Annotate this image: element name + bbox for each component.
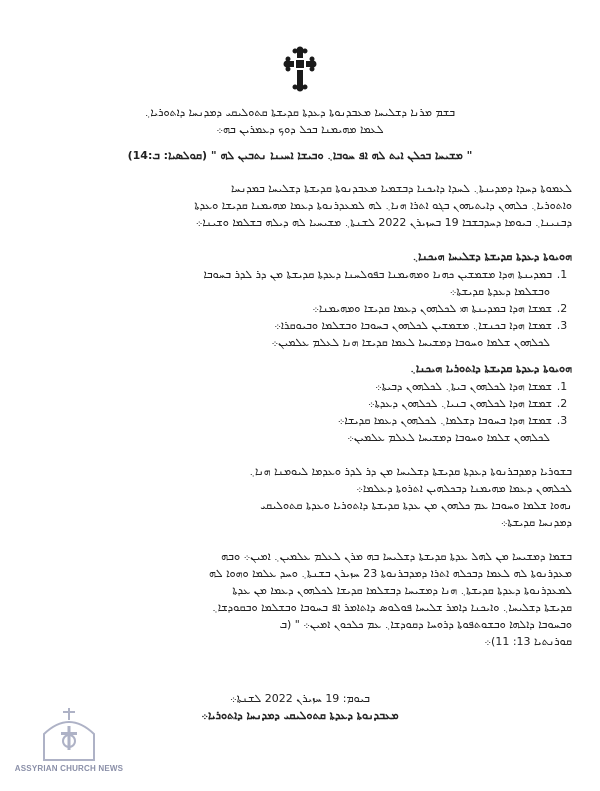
paragraph-1 <box>28 180 572 231</box>
list-item <box>28 378 572 395</box>
list-number: 2. <box>556 397 568 410</box>
list-item <box>28 266 572 283</box>
list-number: 3. <box>556 414 568 427</box>
paragraph-line: ܩܕܝܫܬܐ ܕܫܠܝܚܐ܆ ܘܐܝܟܢܐ ܕܐܡܪ ܫܠܝܚܐ ܦܘܠܘܣ ܕܐܬܐܡܪ ܐܦ ܒܚܘܒܐ ܘܒܫܠܡܐ ܘܒܩܘܕܫܐ܆ <box>212 601 572 614</box>
numbered-list-1 <box>28 266 572 351</box>
numbered-list-2 <box>28 378 572 446</box>
paragraph-line: ܒܫܡܐ ܕܡܫܝܚܐ ܡܢ ܠܗܠ ܥܕܬܐ ܩܕܝܫܬܐ ܕܫܠܝܚܐ ܒܗ ܡܪܢ ܠܥܠܡ ܥܠܡܝܢ܆ ܐܡܝܢ܀ ܘܒܗ <box>221 550 572 563</box>
list-item <box>28 395 572 412</box>
list-item-text: ܠܟܠܗܘܢ ܫܠܡܐ ܘܚܘܒܐ ܕܡܫܝܚܐ ܠܥܡܐ ܩܕܝܫܐ ܗܢܐ ܠܥܠܡ ܥܠܡܝܢ܀ <box>271 336 550 349</box>
date-line: ܒܝܘܡ: 19 ܚܙܝܪܢ 2022 ܠܫܢܬܐ܀ <box>230 692 370 705</box>
ornate-cross-icon <box>283 46 317 92</box>
list-closing-line <box>28 429 572 446</box>
intro-line: ܒܫܡ ܡܪܢܐ ܕܫܠܝܚܐ ܡܥܒܕܢܘܬܐ ܕܥܕܬܐ ܩܕܝܫܬܐ ܩܬܘܠܝܩܝ ܕܡܕܢܚܐ ܕܐܬܘܪܝܐ܆ <box>144 106 456 119</box>
list-item <box>28 300 572 317</box>
intro-line: ܠܥܡܐ ܡܗܝܡܢܐ ܒܟܠ ܕܘܟ ܕܥܡܪܝܢ ܒܗ܀ <box>216 123 384 136</box>
list-number: 3. <box>556 319 568 332</box>
list-number: 1. <box>556 380 568 393</box>
paragraph-line: ܢܗܘܐ ܫܠܡܐ ܘܚܘܒܐ ܥܡ ܟܠܗܘܢ ܡܢ ܥܕܬܐ ܩܕܝܫܬܐ ܕܐܬܘܪܝܐ ܘܥܕܬܐ ܩܬܘܠܝܩܝ <box>260 499 572 512</box>
list-number: 1. <box>556 268 568 281</box>
list-item-text: ܒܡܕܝܢܬܐ ܗܕܐ ܡܫܡܫܝܢ ܟܗܢܐ ܘܡܗܝܡܢܐ ܒܦܘܠܚܢܐ ܕܥܕܬܐ ܩܕܝܫܬܐ ܡܢ ܕܪ ܠܕܪ ܒܚܘܒܐ <box>203 268 552 281</box>
paragraph-line: ܕܒܢܝܢܐ܆ ܒܝܘܡܐ ܕܚܕܒܫܒܐ 19 ܒܚܙܝܪܢ 2022 ܠܫܢܬܐ܆ ܡܫܝܚܝܐ ܠܗ ܕܝܠܗ ܒܫܠܡܐ ܘܫܝܢܐ܀ <box>195 216 572 229</box>
list-item-text: ܫܡܫܐ ܗܕܐ ܒܟܢܫܐ܆ ܡܫܡܫܝܢ ܠܟܠܗܘܢ ܒܚܘܒܐ ܘܒܫܠܡܐ ܘܒܝܘܩܪܐ܀ <box>274 319 552 332</box>
paragraph-line: ܠܥܡܘܬܐ ܕܚܕܐ ܕܡܕܝܢܬܐ܆ ܠܚܕܐ ܕܐܝܟܢܐ ܕܒܫܡܝܐ ܡܥܒܕܢܘܬܐ ܩܕܝܫܬܐ ܕܫܠܝܚܐ ܒܡܕܢܚܐ <box>231 182 572 195</box>
heading-text: ܗܘܝܘܬܐ ܕܥܕܬܐ ܩܕܝܫܬܐ ܕܫܠܝܚܐ ܗܝܟܢܐ܆ <box>412 250 572 263</box>
watermark-text: ASSYRIAN CHURCH NEWS <box>14 764 124 773</box>
list-item-text: ܘܒܫܠܡܐ ܕܥܕܬܐ ܩܕܝܫܬܐ܀ <box>449 285 550 298</box>
list-item-text: ܫܡܫܐ ܗܕܐ ܒܡܕܝܢܬܐ ܗܝ ܠܟܠܗܘܢ ܕܥܡܐ ܩܕܝܫܐ ܘܡܗܝܡܢܐ܀ <box>312 302 552 315</box>
list-number: 2. <box>556 302 568 315</box>
paragraph-line: ܘܐܬܘܪܝܐ܆ ܟܠܗܘܢ ܕܐܝܬܝܗܘܢ ܒܓܘ ܐܬܪܐ ܗܢܐ܆ ܠܗ ܠܡܥܕܪܢܘܬܐ ܕܥܡܐ ܡܗܝܡܢܐ ܩܕܝܫܐ ܘܥܕܬܐ <box>194 199 572 212</box>
watermark-logo <box>14 704 124 784</box>
paragraph-line: ܩܘܪܢܬܝܐ 13: 11)܀ <box>484 635 572 648</box>
signatory-line: ܡܥܒܕܢܘܬܐ ܕܥܕܬܐ ܩܬܘܠܝܩܝ ܕܡܕܢܚܐ ܕܐܬܘܪܝܐ܀ <box>201 709 399 722</box>
paragraph-3 <box>28 548 572 650</box>
list-item-text: ܫܡܫܐ ܗܕܐ ܒܚܘܒܐ ܕܫܠܡܐ܆ ܠܟܠܗܘܢ ܕܥܡܐ ܩܕܝܫܐ܀ <box>337 414 552 427</box>
verse-text: " ܡܫܝܚܐ ܒܟܠܢ ܐܝܬ ܠܗ ܐܦ ܚܘܒܐ܆ ܘܒܝܫܐ ܐܚܝܢܐ ܢܬܒܝܢ ܠܗ " (ܩܘܠܣܝܐ: ܒ:14) <box>127 149 473 162</box>
intro-paragraph <box>30 104 570 138</box>
list-item-continuation <box>28 283 572 300</box>
list-item <box>28 412 572 429</box>
paragraph-line: ܠܟܠܗܘܢ ܕܥܡܐ ܡܗܝܡܢܐ ܕܒܟܠܗܝܢ ܐܬܪܘܬܐ ܕܥܠܡܐ܀ <box>356 482 572 495</box>
list-item-text: ܫܡܫܐ ܗܕܐ ܠܟܠܗܘܢ ܒܝܬܐ܆ ܠܟܠܗܘܢ ܕܒܝܬܐ܀ <box>375 380 552 393</box>
paragraph-2 <box>28 463 572 531</box>
list-closing-line <box>28 334 572 351</box>
paragraph-line: ܒܫܘܪܝܐ ܕܡܕܒܪܢܘܬܐ ܕܥܕܬܐ ܩܕܝܫܬܐ ܕܫܠܝܚܐ ܡܢ ܕܪ ܠܕܪ ܘܥܕܡܐ ܠܝܘܡܢܐ ܗܢܐ܆ <box>249 465 572 478</box>
section-heading-1 <box>28 248 572 265</box>
list-item-text: ܫܡܫܐ ܗܕܐ ܠܟܠܗܘܢ ܒܢܝܐ܆ ܠܟܠܗܘܢ ܕܥܕܬܐ܀ <box>368 397 552 410</box>
signature-block <box>120 690 480 724</box>
section-heading-2 <box>28 360 572 377</box>
paragraph-line: ܘܒܚܘܒܐ ܕܐܠܗܐ ܘܒܫܘܬܦܘܬܐ ܕܪܘܚܐ ܕܩܘܕܫܐ܆ ܥܡ ܟܠܟܘܢ ܐܡܝܢ܀ " (ܒ <box>279 618 572 631</box>
list-item-text: ܠܟܠܗܘܢ ܫܠܡܐ ܘܚܘܒܐ ܕܡܫܝܚܐ ܠܥܠܡ ܥܠܡܝܢ܀ <box>347 431 550 444</box>
church-dome-cross-icon <box>14 704 124 764</box>
heading-text: ܗܘܝܘܬܐ ܕܥܕܬܐ ܩܕܝܫܬܐ ܕܐܬܘܪܝܐ ܗܝܟܢܐ܆ <box>410 362 572 375</box>
scripture-verse <box>40 147 560 164</box>
paragraph-line: ܕܡܕܢܚܐ ܩܕܝܫܬܐ܀ <box>500 516 572 529</box>
list-item <box>28 317 572 334</box>
paragraph-line: ܠܡܥܕܪܢܘܬܐ ܕܥܕܬܐ ܩܕܝܫܬܐ܆ ܗܢܐ ܕܡܫܝܚܐ ܕܒܫܠܡܐ ܩܕܝܫܐ ܠܟܠܗܘܢ ܕܥܡܐ ܡܢ ܥܕܬܐ <box>232 584 572 597</box>
paragraph-line: ܡܥܕܪܢܘܬܐ ܠܗ ܠܥܡܐ ܕܒܟܠܗ ܐܬܪܐ ܕܡܕܒܪܢܘܬܐ 23 ܚܙܝܪܢ ܒܫܢܬܐ܆ ܘܚܕ ܥܠܡܐ ܘܗܘܐ ܠܗ <box>209 567 572 580</box>
